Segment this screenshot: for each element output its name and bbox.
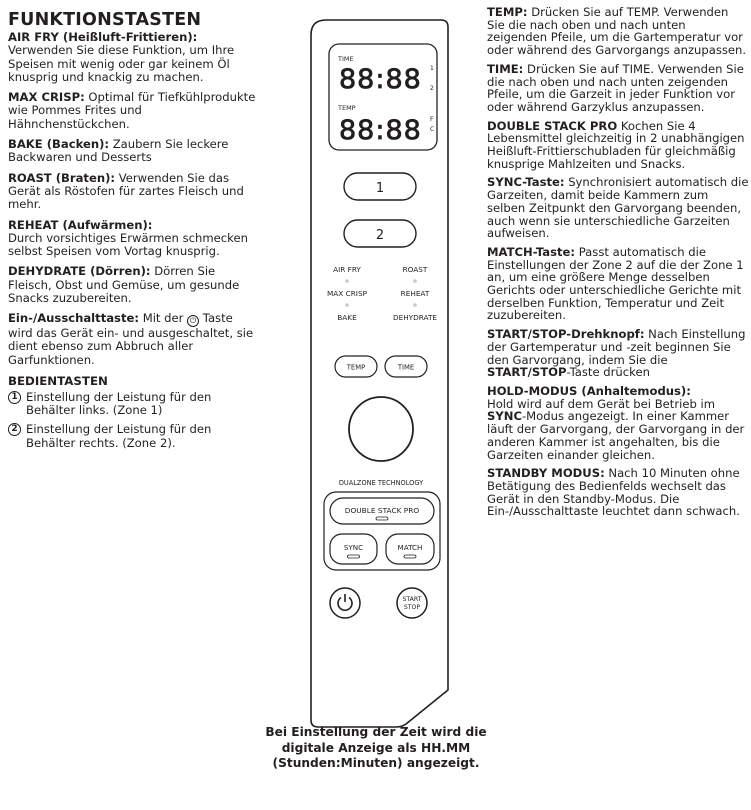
zone-2-button-label: 2 [375, 228, 385, 243]
standby-title: STANDBY MODUS: [487, 466, 605, 481]
zone-2-button[interactable] [344, 220, 416, 247]
power-icon: ⏻ [187, 315, 199, 327]
sync-button-label: SYNC [343, 543, 364, 552]
hold-mode-text-before: Hold wird auf dem Gerät bei Betrieb im [487, 396, 716, 411]
dualzone-group [324, 492, 440, 570]
reheat-led [413, 303, 417, 307]
control-description [487, 6, 749, 57]
temp-label: TEMP [338, 104, 356, 112]
function-dehydrate[interactable]: DEHYDRATE [392, 313, 438, 322]
operating-key-text: Einstellung der Leistung für den Behälter links. (Zone 1) [26, 389, 212, 418]
control-description-text: Passt automatisch die Einstellungen der Zone 2 auf die der Zone 1 an, um eine größere Menge desselben Gerichts oder unterschiedliche Gerichte mit derselben Funktion, Temperatur und Zeit zuzubereiten. [487, 244, 744, 323]
zone-1-indicator: 1 [430, 65, 434, 72]
temp-digits: 88:88 [339, 115, 422, 146]
function-description-text: Zaubern Sie leckere Backwaren und Desserts [8, 137, 229, 165]
standby-section [487, 467, 749, 518]
start-stop-section [487, 328, 749, 379]
function-max-crisp[interactable]: MAX CRISP [327, 289, 367, 298]
time-button-label: TIME [397, 363, 415, 372]
control-description [487, 176, 749, 240]
max-crisp-led [345, 303, 349, 307]
time-button[interactable] [385, 356, 427, 377]
match-button-label: MATCH [397, 543, 423, 552]
control-description [487, 63, 749, 114]
control-description-text: Kochen Sie 4 Lebensmittel gleichzeitig in 2 unabhängigen Heißluft-Frittierschubladen für gleichmäßig knusprige Mahlzeiten und Snacks. [487, 118, 745, 171]
standby-text: Nach 10 Minuten ohne Betätigung des Bedienfelds wechselt das Gerät in den Standby-Modus. Die Ein-/Ausschalttaste leuchtet dann schwach. [487, 466, 740, 519]
temp-button-label: TEMP [346, 363, 366, 372]
right-column [487, 6, 749, 524]
function-description-text: Dörren Sie Fleisch, Obst und Gemüse, um gesunde Snacks zuzubereiten. [8, 264, 240, 306]
function-description-text: Verwenden Sie diese Funktion, um Ihre Speisen mit wenig oder gar keinem Öl knusprig und knackig zu machen. [8, 43, 235, 84]
air-fry-led [345, 279, 349, 283]
function-description-text: Optimal für Tiefkühlprodukte wie Pommes Frites und Hähnchenstückchen. [8, 90, 256, 131]
power-key-text-before: Mit der [142, 311, 184, 326]
function-keys-title: FUNKTIONSTASTEN [8, 10, 202, 30]
function-air-fry[interactable]: AIR FRY [333, 265, 361, 274]
function-description-title: MAX CRISP: [8, 90, 85, 105]
hold-mode-title: HOLD-MODUS (Anhaltemodus): [487, 383, 691, 398]
stop-label: STOP [403, 604, 421, 611]
start-stop-dial[interactable] [349, 397, 413, 461]
power-button[interactable] [330, 588, 360, 618]
control-description-text: Drücken Sie auf TIME. Verwenden Sie die nach oben und nach unten zeigenden Pfeile, um die Garzeit in jeder Funktion vor oder während Garzyklus anzupassen. [487, 61, 744, 114]
function-reheat[interactable]: REHEAT [400, 289, 430, 298]
hold-mode-bold: SYNC [487, 409, 522, 424]
start-label: START [402, 596, 422, 603]
function-description-text: Verwenden Sie das Gerät als Röstofen für zartes Fleisch und mehr. [8, 170, 244, 212]
zone-2-indicator: 2 [430, 85, 434, 92]
time-label: TIME [338, 55, 354, 63]
start-stop-title: START/STOP-Drehknopf: [487, 327, 645, 342]
number-badge: 2 [8, 423, 21, 436]
operating-key-text: Einstellung der Leistung für den Behälter rechts. (Zone 2). [26, 422, 212, 450]
function-description-title: REHEAT (Aufwärmen): [8, 217, 153, 232]
control-description-title: MATCH-Taste: [487, 244, 576, 259]
sync-led [348, 555, 360, 558]
display-caption: Bei Einstellung der Zeit wird die digitale Anzeige als HH.MM (Stunden:Minuten) angezeigt. [265, 725, 487, 771]
start-stop-button[interactable] [397, 588, 427, 618]
unit-c-indicator: C [430, 126, 435, 133]
hold-mode-section [487, 385, 749, 461]
sync-button[interactable] [330, 534, 377, 564]
start-stop-bold: START/STOP [487, 365, 567, 380]
match-button[interactable] [386, 534, 434, 564]
operating-keys-title: BEDIENTASTEN [8, 373, 108, 388]
control-description-title: SYNC-Taste: [487, 175, 565, 190]
roast-led [413, 279, 417, 283]
function-description-text: Durch vorsichtiges Erwärmen schmecken selbst Speisen vom Vortag knusprig. [8, 230, 248, 259]
time-digits: 88:88 [339, 64, 422, 95]
double-stack-pro-button[interactable] [330, 498, 434, 524]
function-description-title: DEHYDRATE (Dörren): [8, 264, 151, 279]
match-led [404, 555, 416, 558]
unit-f-indicator: F [430, 116, 434, 123]
power-key-text-after: Taste wird das Gerät ein- und ausgeschaltet, sie dient ebenso zum Abbruch aller Garfunktionen. [8, 311, 254, 367]
control-description-text: Synchronisiert automatisch die Garzeiten, damit beide Kammern zum selben Zeitpunkt den Garvorgang beenden, auch wenn sie unterschiedliche Garzeiten aufweisen. [487, 175, 749, 241]
function-description-title: AIR FRY (Heißluft-Frittieren): [8, 30, 198, 44]
start-stop-text-after: -Taste drücken [566, 365, 650, 380]
function-roast[interactable]: ROAST [402, 265, 428, 274]
control-description-text: Drücken Sie auf TEMP. Verwenden Sie die nach oben und nach unten zeigenden Pfeile, um die Gartemperatur vor oder während des Garvorgangs anzupassen. [487, 5, 747, 58]
number-badge: 1 [8, 391, 21, 404]
zone-1-button[interactable] [344, 173, 416, 200]
zone-1-button-label: 1 [375, 181, 385, 196]
temp-button[interactable] [335, 356, 377, 377]
control-description-title: TIME: [487, 61, 524, 76]
control-description [487, 246, 749, 322]
dualzone-label: DUALZONE TECHNOLOGY [338, 479, 424, 487]
control-description-title: DOUBLE STACK PRO [487, 118, 618, 133]
double-stack-pro-label: DOUBLE STACK PRO [344, 506, 420, 515]
function-description-title: BAKE (Backen): [8, 137, 110, 152]
function-bake[interactable]: BAKE [337, 313, 357, 322]
hold-mode-text-after: -Modus angezeigt. In einer Kammer läuft der Garvorgang, der Garvorgang in der anderen Kammer ist angehalten, bis die Garzeiten einander gleichen. [487, 409, 745, 462]
control-description-title: TEMP: [487, 5, 528, 19]
power-key-title: Ein-/Ausschalttaste: [8, 311, 139, 326]
start-stop-text-before: Nach Einstellung der Gartemperatur und -zeit beginnen Sie den Garvorgang, indem Sie die [487, 327, 746, 367]
function-description-title: ROAST (Braten): [8, 170, 116, 185]
control-description [487, 120, 749, 171]
double-stack-led [376, 517, 388, 520]
